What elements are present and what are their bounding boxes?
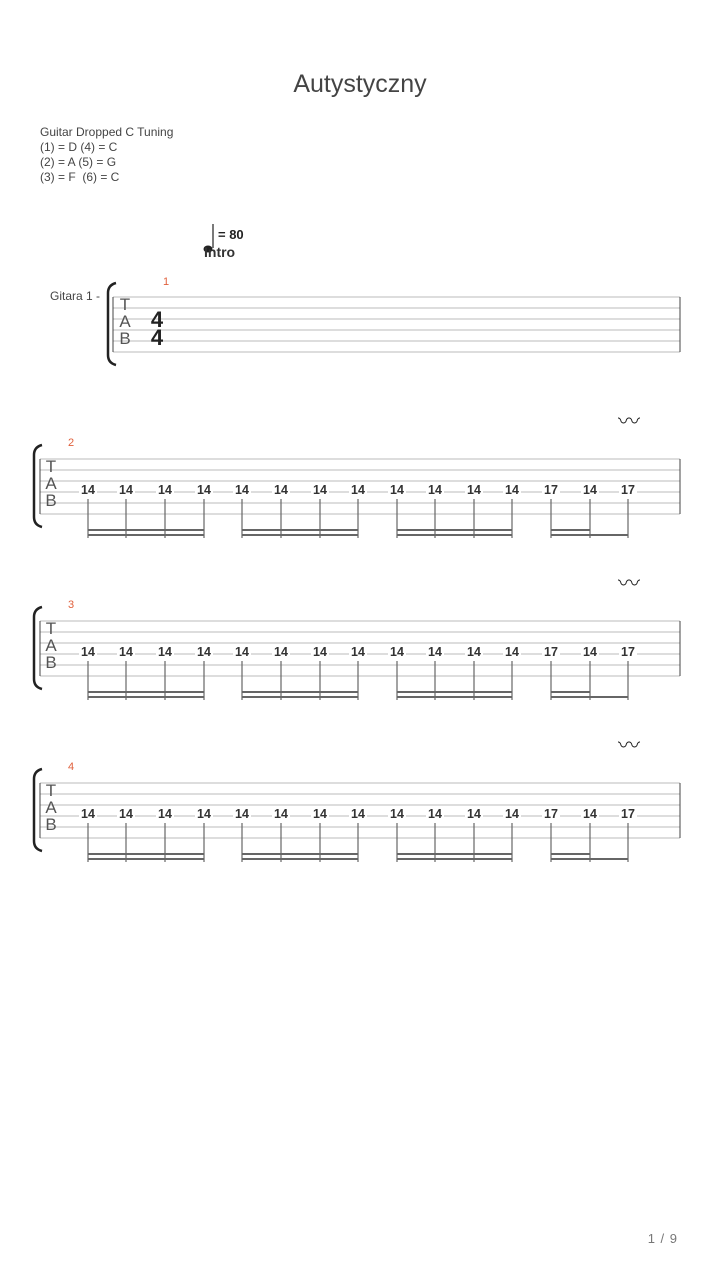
tuning-name: Guitar Dropped C Tuning: [40, 125, 174, 139]
measure-number: 2: [68, 437, 75, 449]
tab-note: 14: [390, 483, 404, 497]
tab-note: 14: [158, 807, 172, 821]
system-4-tab-letter: A: [45, 798, 57, 817]
tab-note: 14: [505, 645, 519, 659]
section-intro: Intro: [204, 244, 236, 260]
tuning-line-3: (3) = F (6) = C: [40, 170, 120, 184]
note-beam: [397, 529, 512, 531]
tab-note: 14: [235, 645, 249, 659]
note-beam: [88, 529, 204, 531]
tab-note: 14: [351, 483, 365, 497]
note-beam: [551, 696, 628, 698]
tab-note: 14: [235, 807, 249, 821]
tab-note: 14: [119, 807, 133, 821]
tab-note: 14: [351, 807, 365, 821]
tab-note: 14: [467, 483, 481, 497]
tuning-line-1: (1) = D (4) = C: [40, 140, 118, 154]
tab-note: 14: [274, 645, 288, 659]
system-2-tab-letter: A: [45, 474, 57, 493]
note-beam: [242, 534, 358, 536]
tab-note: 14: [467, 645, 481, 659]
system-4-tab-letter: B: [45, 815, 57, 834]
note-beam: [397, 534, 512, 536]
system-3-tab-letter: T: [45, 619, 57, 638]
tab-note: 14: [119, 483, 133, 497]
tab-note: 14: [351, 645, 365, 659]
tab-note: 14: [81, 483, 95, 497]
note-beam: [551, 529, 590, 531]
tab-note: 17: [544, 807, 558, 821]
measure-number: 4: [68, 761, 75, 773]
tab-note: 14: [158, 483, 172, 497]
system-1-tab-letter: B: [119, 329, 131, 348]
vibrato-icon: 〰: [618, 571, 641, 596]
note-beam: [242, 691, 358, 693]
note-beam: [551, 534, 628, 536]
tab-note: 14: [505, 483, 519, 497]
system-3-tab-letter: A: [45, 636, 57, 655]
tab-note: 17: [621, 483, 635, 497]
tab-note: 14: [428, 645, 442, 659]
page-number: 1 / 9: [647, 1231, 678, 1246]
song-title: Autystyczny: [293, 70, 427, 98]
tab-note: 14: [583, 483, 597, 497]
tab-note: 17: [544, 483, 558, 497]
system-1-tab-letter: T: [119, 295, 131, 314]
tab-note: 17: [621, 807, 635, 821]
tab-note: 14: [583, 807, 597, 821]
measure-number: 1: [163, 276, 170, 288]
note-beam: [551, 858, 628, 860]
measure-number: 3: [68, 599, 75, 611]
note-beam: [397, 691, 512, 693]
tab-note: 14: [428, 807, 442, 821]
tab-note: 17: [544, 645, 558, 659]
note-beam: [88, 858, 204, 860]
tab-note: 14: [235, 483, 249, 497]
system-2-bracket: [34, 445, 42, 527]
note-beam: [88, 534, 204, 536]
system-1-bracket: [108, 283, 116, 365]
tuning-line-2: (2) = A (5) = G: [40, 155, 117, 169]
note-beam: [88, 696, 204, 698]
tab-note: 14: [313, 483, 327, 497]
tab-note: 14: [197, 483, 211, 497]
system-2-tab-letter: T: [45, 457, 57, 476]
note-beam: [551, 691, 590, 693]
system-3-bracket: [34, 607, 42, 689]
tab-note: 14: [274, 483, 288, 497]
note-beam: [242, 858, 358, 860]
vibrato-icon: 〰: [618, 733, 641, 758]
note-beam: [551, 853, 590, 855]
note-beam: [397, 858, 512, 860]
note-beam: [242, 696, 358, 698]
note-beam: [242, 529, 358, 531]
tab-note: 14: [119, 645, 133, 659]
tab-note: 14: [313, 645, 327, 659]
system-4-bracket: [34, 769, 42, 851]
tempo-value: = 80: [218, 227, 244, 242]
note-beam: [397, 696, 512, 698]
tab-note: 14: [81, 645, 95, 659]
system-1-tab-letter: A: [119, 312, 131, 331]
tab-note: 14: [313, 807, 327, 821]
system-3-tab-letter: B: [45, 653, 57, 672]
vibrato-icon: 〰: [618, 409, 641, 434]
tab-note: 14: [428, 483, 442, 497]
tab-note: 14: [390, 807, 404, 821]
tab-note: 14: [274, 807, 288, 821]
track-label: Gitara 1 -: [50, 289, 101, 303]
tab-note: 14: [390, 645, 404, 659]
system-2-tab-letter: B: [45, 491, 57, 510]
note-beam: [88, 853, 204, 855]
tab-note: 14: [467, 807, 481, 821]
system-4-tab-letter: T: [45, 781, 57, 800]
tab-note: 14: [81, 807, 95, 821]
tab-note: 14: [583, 645, 597, 659]
tab-note: 14: [197, 645, 211, 659]
tab-note: 14: [505, 807, 519, 821]
time-signature-bottom: 4: [150, 325, 164, 350]
tab-note: 14: [197, 807, 211, 821]
tab-note: 17: [621, 645, 635, 659]
note-beam: [397, 853, 512, 855]
time-signature-top: 4: [150, 307, 164, 332]
note-beam: [242, 853, 358, 855]
tab-note: 14: [158, 645, 172, 659]
note-beam: [88, 691, 204, 693]
